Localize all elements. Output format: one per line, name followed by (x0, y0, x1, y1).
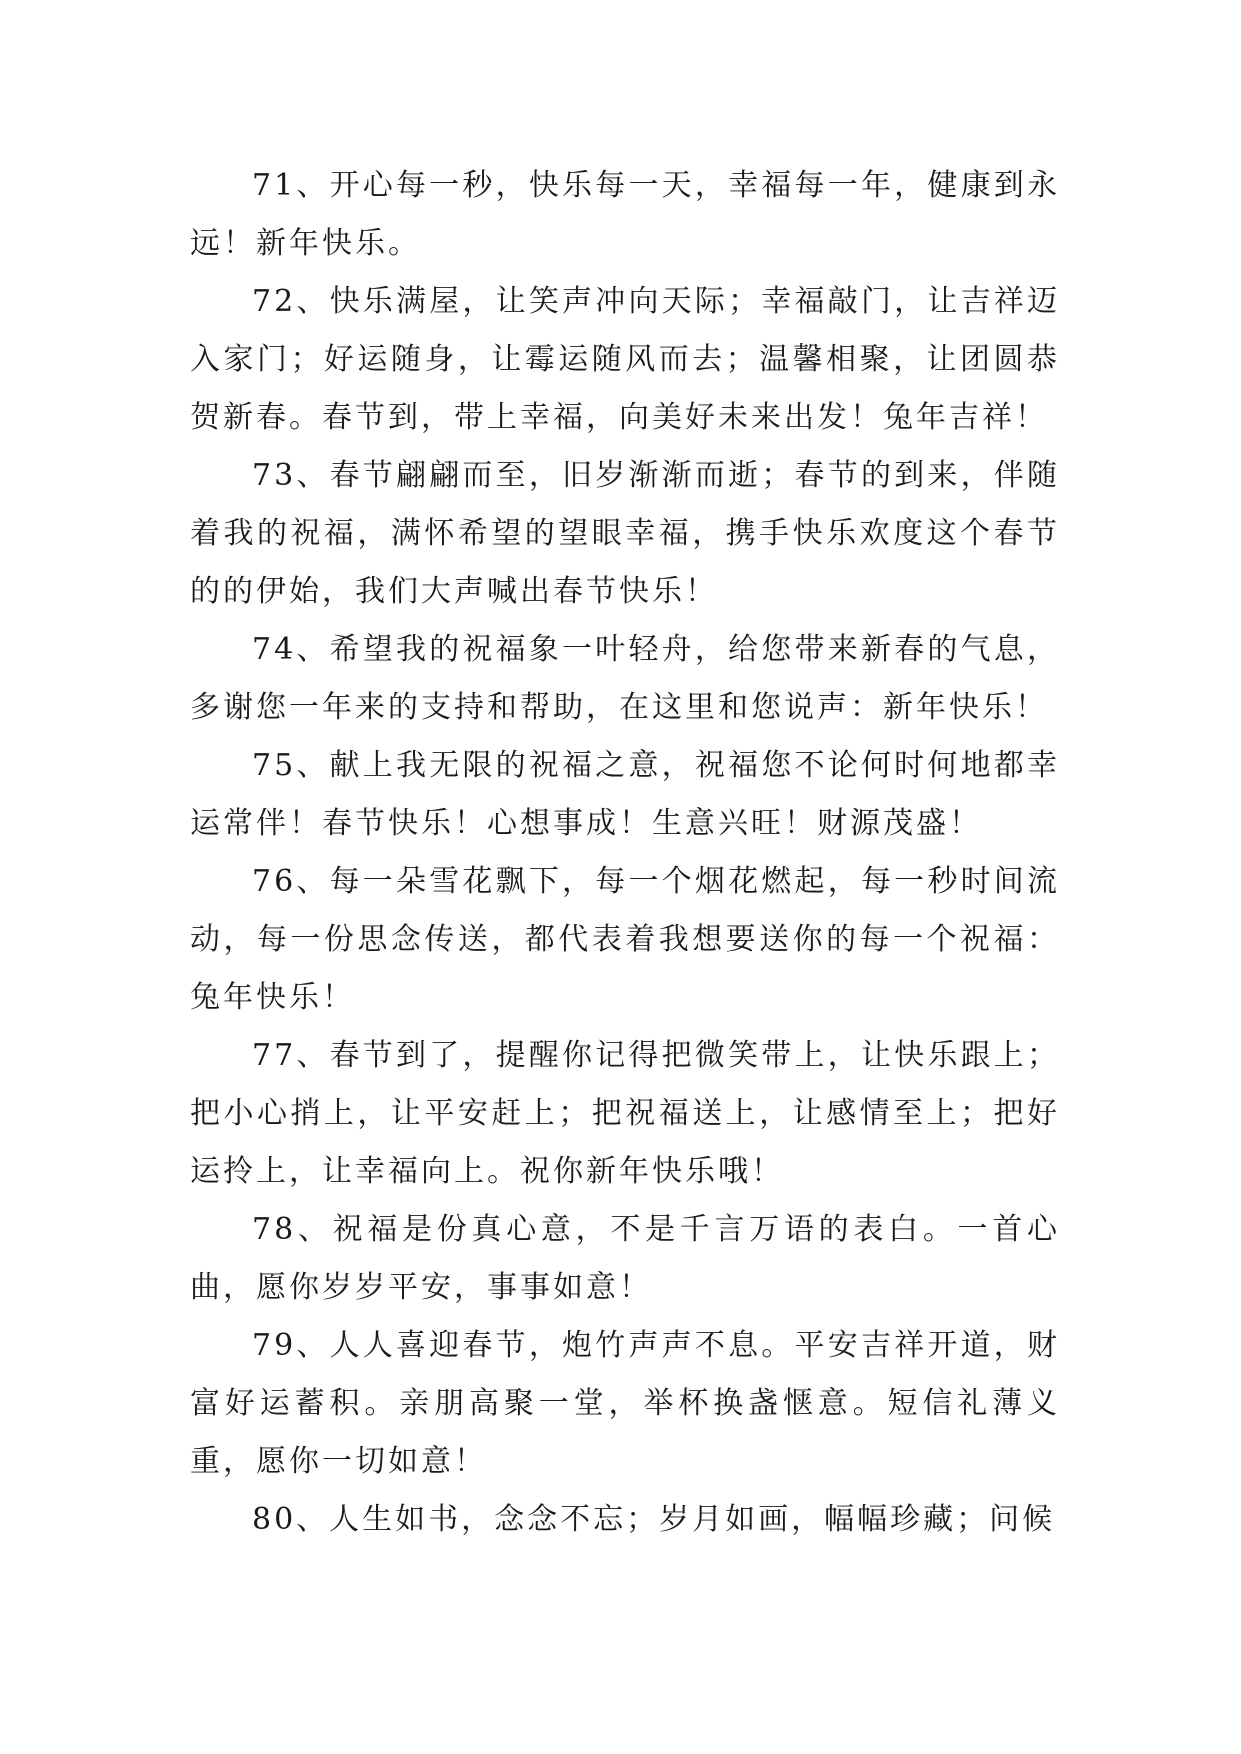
paragraph-78: 78、祝福是份真心意，不是千言万语的表白。一首心曲，愿你岁岁平安，事事如意！ (190, 1212, 1060, 1305)
paragraph-79: 79、人人喜迎春节，炮竹声声不息。平安吉祥开道，财富好运蓄积。亲朋高聚一堂，举杯换盏惬意。短信礼薄义重，愿你一切如意！ (190, 1328, 1060, 1479)
paragraph-71: 71、开心每一秒，快乐每一天，幸福每一年，健康到永远！新年快乐。 (190, 168, 1060, 261)
paragraph-76: 76、每一朵雪花飘下，每一个烟花燃起，每一秒时间流动，每一份思念传送，都代表着我想要送你的每一个祝福：兔年快乐！ (190, 864, 1060, 1015)
paragraph-74: 74、希望我的祝福象一叶轻舟，给您带来新春的气息，多谢您一年来的支持和帮助，在这里和您说声：新年快乐！ (190, 632, 1060, 725)
paragraph-77: 77、春节到了，提醒你记得把微笑带上，让快乐跟上；把小心捎上，让平安赶上；把祝福送上，让感情至上；把好运拎上，让幸福向上。祝你新年快乐哦！ (190, 1038, 1060, 1189)
paragraph-80: 80、人生如书，念念不忘；岁月如画，幅幅珍藏；问候 (252, 1502, 1056, 1537)
document-body (190, 157, 1060, 1549)
paragraph-72: 72、快乐满屋，让笑声冲向天际；幸福敲门，让吉祥迈入家门；好运随身，让霉运随风而去；温馨相聚，让团圆恭贺新春。春节到，带上幸福，向美好未来出发！兔年吉祥！ (190, 284, 1060, 435)
paragraph-75: 75、献上我无限的祝福之意，祝福您不论何时何地都幸运常伴！春节快乐！心想事成！生意兴旺！财源茂盛！ (190, 748, 1060, 841)
paragraph-73: 73、春节翩翩而至，旧岁渐渐而逝；春节的到来，伴随着我的祝福，满怀希望的望眼幸福，携手快乐欢度这个春节的的伊始，我们大声喊出春节快乐！ (190, 458, 1060, 609)
